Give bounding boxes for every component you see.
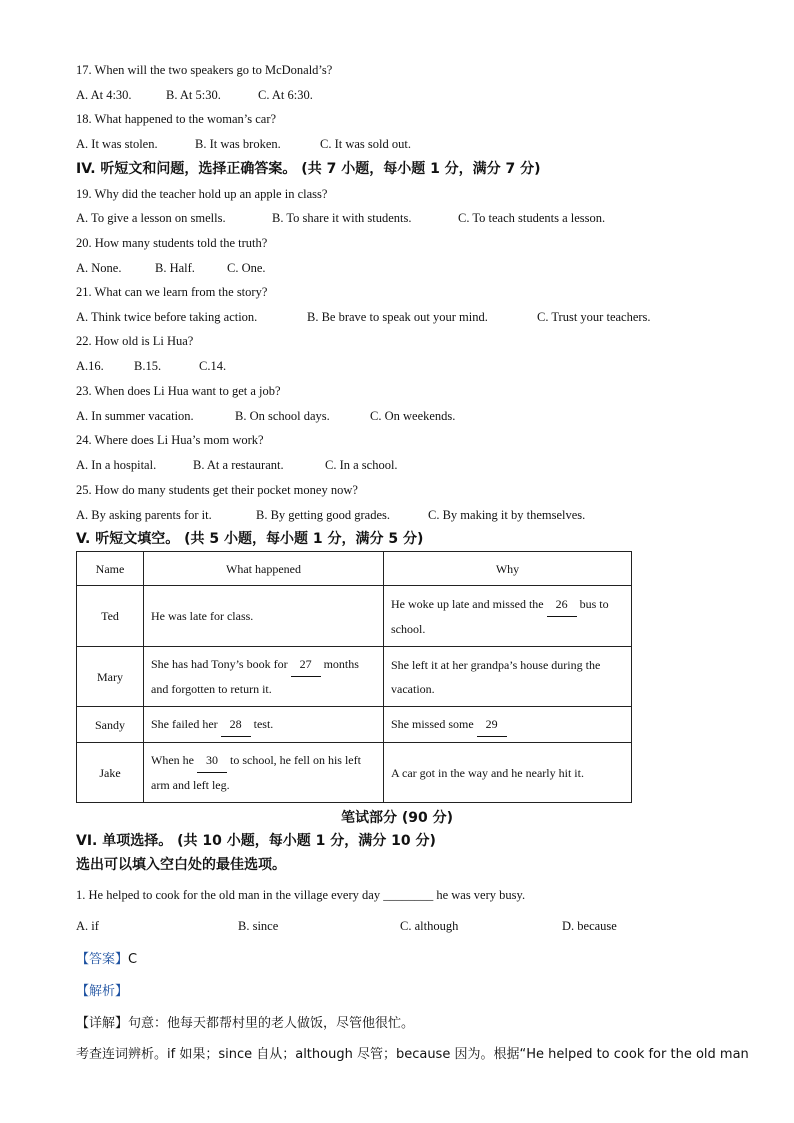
option-24c: C. In a school. xyxy=(325,458,398,472)
table-header-row xyxy=(77,552,632,586)
cell-name: Mary xyxy=(77,647,144,707)
cell-text: test. xyxy=(250,717,274,731)
cell-text: bus to school. xyxy=(391,596,609,636)
question-22: 22. How old is Li Hua? xyxy=(76,334,194,348)
answer-blank-27: 27 xyxy=(291,652,321,677)
cell-name: Ted xyxy=(77,586,144,647)
detail-line: 【详解】句意：他每天都帮村里的老人做饭，尽管他很忙。 xyxy=(76,1016,415,1031)
section-6-heading: VI. 单项选择。 (共 10 小题，每小题 1 分，满分 10 分) xyxy=(76,833,436,849)
option-19c: C. To teach students a lesson. xyxy=(458,211,606,225)
option-18c: C. It was sold out. xyxy=(320,137,411,151)
option-17b: B. At 5:30. xyxy=(166,88,221,102)
option-1a: A. if xyxy=(76,919,99,933)
option-24a: A. In a hospital. xyxy=(76,458,157,472)
option-1c: C. although xyxy=(400,919,459,933)
option-21c: C. Trust your teachers. xyxy=(537,310,651,324)
cell-text: She has had Tony’s book for xyxy=(151,657,291,671)
option-20a: A. None. xyxy=(76,261,122,275)
cell-what: He was late for class. xyxy=(144,586,384,647)
option-24b: B. At a restaurant. xyxy=(193,458,284,472)
cell-what xyxy=(144,743,384,803)
question-18: 18. What happened to the woman’s car? xyxy=(76,112,277,126)
answer-blank-28: 28 xyxy=(221,712,251,737)
question-23: 23. When does Li Hua want to get a job? xyxy=(76,384,281,398)
answer-blank-30: 30 xyxy=(197,748,227,773)
option-20c: C. One. xyxy=(227,261,266,275)
question-24: 24. Where does Li Hua’s mom work? xyxy=(76,433,264,447)
cell-text: months and forgotten to return it. xyxy=(151,657,359,696)
option-1b: B. since xyxy=(238,919,279,933)
table-row xyxy=(77,647,632,707)
cell-why: A car got in the way and he nearly hit it. xyxy=(384,743,632,803)
cell-text: She missed some xyxy=(391,717,477,731)
question-1: 1. He helped to cook for the old man in the village every day ________ he was very busy. xyxy=(76,888,526,902)
answer-value: C xyxy=(128,952,138,967)
table-row xyxy=(77,743,632,803)
written-part-heading: 笔试部分 (90 分) xyxy=(340,810,454,826)
option-22c: C.14. xyxy=(199,359,227,373)
cell-text: When he xyxy=(151,753,197,767)
option-21b: B. Be brave to speak out your mind. xyxy=(307,310,488,324)
cell-name: Sandy xyxy=(77,707,144,743)
option-23b: B. On school days. xyxy=(235,409,330,423)
section-4-heading: IV. 听短文和问题，选择正确答案。 (共 7 小题，每小题 1 分，满分 7 分) xyxy=(76,161,541,177)
table-header-name: Name xyxy=(77,552,144,586)
option-21a: A. Think twice before taking action. xyxy=(76,310,258,324)
option-18a: A. It was stolen. xyxy=(76,137,158,151)
analysis-line xyxy=(76,980,128,999)
table-header-why: Why xyxy=(384,552,632,586)
option-22a: A.16. xyxy=(76,359,104,373)
cell-what xyxy=(144,647,384,707)
option-17c: C. At 6:30. xyxy=(258,88,313,102)
option-22b: B.15. xyxy=(134,359,162,373)
question-25: 25. How do many students get their pocket money now? xyxy=(76,483,358,497)
option-25c: C. By making it by themselves. xyxy=(428,508,586,522)
answer-blank-29: 29 xyxy=(477,712,507,737)
section-5-heading: V. 听短文填空。 (共 5 小题，每小题 1 分，满分 5 分) xyxy=(76,531,424,547)
option-25b: B. By getting good grades. xyxy=(256,508,391,522)
table-header-what: What happened xyxy=(144,552,384,586)
option-19b: B. To share it with students. xyxy=(272,211,412,225)
cell-why: She left it at her grandpa’s house during the vacation. xyxy=(384,647,632,707)
cell-why xyxy=(384,586,632,647)
question-20: 20. How many students told the truth? xyxy=(76,236,268,250)
table-row xyxy=(77,586,632,647)
answer-label: 【答案】 xyxy=(76,952,129,967)
cell-text: He woke up late and missed the xyxy=(391,596,547,611)
cell-what xyxy=(144,707,384,743)
option-1d: D. because xyxy=(562,919,617,933)
section-6-instruction: 选出可以填入空白处的最佳选项。 xyxy=(76,857,286,873)
option-20b: B. Half. xyxy=(155,261,195,275)
question-17: 17. When will the two speakers go to McDonald’s? xyxy=(76,63,333,77)
table-row xyxy=(77,707,632,743)
cell-name: Jake xyxy=(77,743,144,803)
question-19: 19. Why did the teacher hold up an apple in class? xyxy=(76,187,328,201)
option-23c: C. On weekends. xyxy=(370,409,456,423)
analysis-label: 【解析】 xyxy=(76,984,129,999)
fill-in-table xyxy=(76,551,632,803)
option-23a: A. In summer vacation. xyxy=(76,409,194,423)
option-17a: A. At 4:30. xyxy=(76,88,132,102)
cell-why xyxy=(384,707,632,743)
option-19a: A. To give a lesson on smells. xyxy=(76,211,226,225)
explain-line: 考查连词辨析。if 如果；since 自从；although 尽管；because 因为。根据“He helped to cook for the old man xyxy=(76,1047,749,1062)
answer-line xyxy=(76,948,137,967)
cell-text: to school, he fell on his left arm and left leg. xyxy=(151,753,361,792)
answer-blank-26: 26 xyxy=(547,592,577,617)
question-21: 21. What can we learn from the story? xyxy=(76,285,268,299)
option-18b: B. It was broken. xyxy=(195,137,281,151)
cell-text: She failed her xyxy=(151,717,221,731)
option-25a: A. By asking parents for it. xyxy=(76,508,212,522)
